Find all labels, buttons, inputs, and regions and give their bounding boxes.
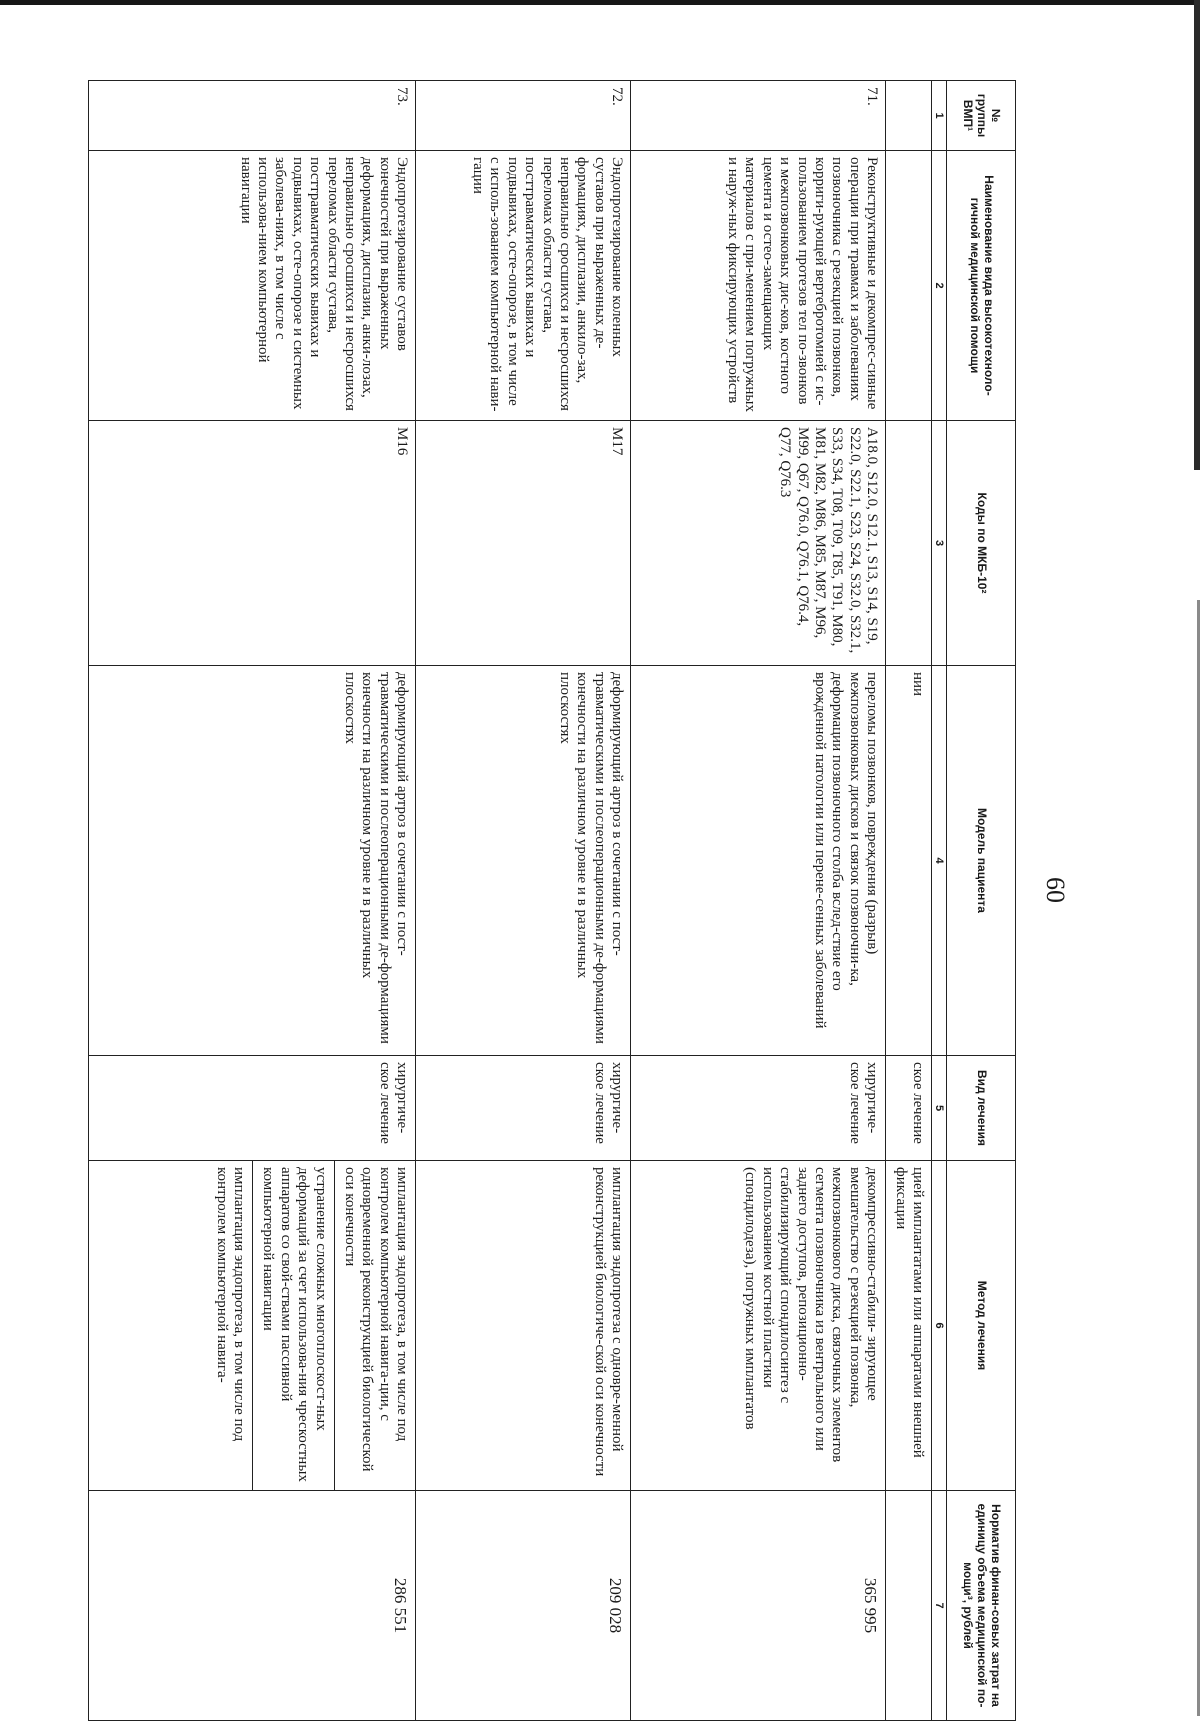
continuation-treatment-type: ское лечение [886,1056,932,1161]
row-group-number: 71. [631,81,886,151]
column-number: 7 [932,1491,947,1721]
row-treatment-method-cell [89,1161,416,1491]
column-number: 3 [932,421,947,666]
column-number: 6 [932,1161,947,1491]
row-treatment-method: имплантация эндопротеза с одновре-менной реконструкцией биологиче-ской оси конечности [416,1161,631,1491]
table-cell [886,1491,932,1721]
row-treatment-method-extra: имплантация эндопротеза, в том числе под контролем компьютерной навига- [212,1161,253,1490]
row-group-number: 72. [416,81,631,151]
column-number: 1 [932,81,947,151]
row-patient-model: деформирующий артроз в сочетании с пост-травматическими и послеоперационными де-формациями конечности на различном уровне и в различных плоскостях [416,666,631,1056]
row-cost: 209 028 [416,1491,631,1721]
row-icd-codes: M17 [416,421,631,666]
row-group-number: 73. [89,81,416,151]
row-treatment-method: имплантация эндопротеза, в том числе под контролем компьютерной навига-ции, с одновременной реконструкцией биологической оси конечности [342,1167,411,1472]
table-header [932,81,1016,1721]
table-cell [886,151,932,421]
row-treatment-type: хирургиче-ское лечение [631,1056,886,1161]
table-row [89,81,416,1721]
scan-edge [0,0,1200,5]
row-treatment-type: хирургиче-ское лечение [416,1056,631,1161]
table-row [416,81,631,1721]
row-icd-codes: A18.0, S12.0, S12.1, S13, S14, S19, S22.0, S22.1, S23, S24, S32.0, S32.1, S33, S34, T08, T09, T85, T91, M80, M81, M82, M86, M85, M87, M96, M99, Q67, Q76.0, Q76.1, Q76.4, Q77, Q76.3 [631,421,886,666]
row-cost: 365 995 [631,1491,886,1721]
continuation-row [886,81,932,1721]
header-care-type: Наименование вида высокотехноло-гичной медицинской помощи [947,151,1016,421]
continuation-model: нии [886,666,932,1056]
row-care-type: Реконструктивные и декомпрес-сивные операции при травмах и заболеваниях позвоночника с резекцией позвонков, корриги-рующей вертебротомией с ис-пользованием протезов тел по-звонков и межпозвонковых дис-ков, костного цемента и остео-замещающих материалов с при-менением погружных и наруж-ных фиксирующих устройств [631,151,886,421]
header-treatment-method: Метод лечения [947,1161,1016,1491]
continuation-method: цией имплантатами или аппаратами внешней фиксации [886,1161,932,1491]
header-patient-model: Модель пациента [947,666,1016,1056]
header-group-number: № группы ВМП¹ [947,81,1016,151]
row-treatment-method: декомпрессивно-стабили- зирующее вмешательство с резекцией позвонка, межпозвонкового диска, связочных элементов сегмента позвоночника из вентрального или заднего доступов, репозиционно-стабилизирующий спондилосинтез с использованием костной пластики (спондилодеза), погружных имплантатов [631,1161,886,1491]
scan-edge [1194,0,1200,470]
header-icd-codes: Коды по МКБ-10² [947,421,1016,666]
column-number: 2 [932,151,947,421]
column-number: 4 [932,666,947,1056]
row-patient-model: деформирующий артроз в сочетании с пост-травматическими и послеоперационными де-формациями конечности на различном уровне и в различных плоскостях [89,666,416,1056]
header-treatment-type: Вид лечения [947,1056,1016,1161]
row-cost: 286 551 [89,1491,416,1721]
table-cell [886,421,932,666]
header-cost-standard: Норматив финан-совых затрат на единицу объема медицинской по-мощи³, рублей [947,1491,1016,1721]
vmp-table [88,80,1016,1721]
row-treatment-type: хирургиче-ское лечение [89,1056,416,1161]
page-number: 60 [1041,877,1070,903]
table-row [631,81,886,1721]
column-number: 5 [932,1056,947,1161]
row-patient-model: переломы позвонков, повреждения (разрыв) межпозвонковых дисков и связок позвоночни-ка, деформации позвоночного столба вслед-ствие его врожденной патологии или перене-сенных заболеваний [631,666,886,1056]
row-icd-codes: M16 [89,421,416,666]
row-care-type: Эндопротезирование коленных суставов при выраженных де-формациях, дисплазии, анкило-зах, неправильно сросшихся и несросшихся переломах области сустава, посттравматических вывихах и подвывихах, осте-опорозе, в том числе с исполь-зованием компьютерной нави-гации [416,151,631,421]
rotated-page-content [88,80,1016,1720]
table-cell [886,81,932,151]
row-treatment-method-extra: устранение сложных многоплоскост-ных деформаций за счет использова-ния чрескостных аппаратов со свой-ствами пассивной компьютерной навигации [259,1161,335,1490]
row-care-type: Эндопротезирование суставов конечностей при выраженных деформациях, дисплазии, анки-лозах, неправильно сросшихся и несросшихся переломах области сустава, посттравматических вывихах и подвывихах, осте-опорозе и системных заболева-ниях, в том числе с использова-нием компьютерной навигации [89,151,416,421]
column-number-row [932,81,947,1721]
